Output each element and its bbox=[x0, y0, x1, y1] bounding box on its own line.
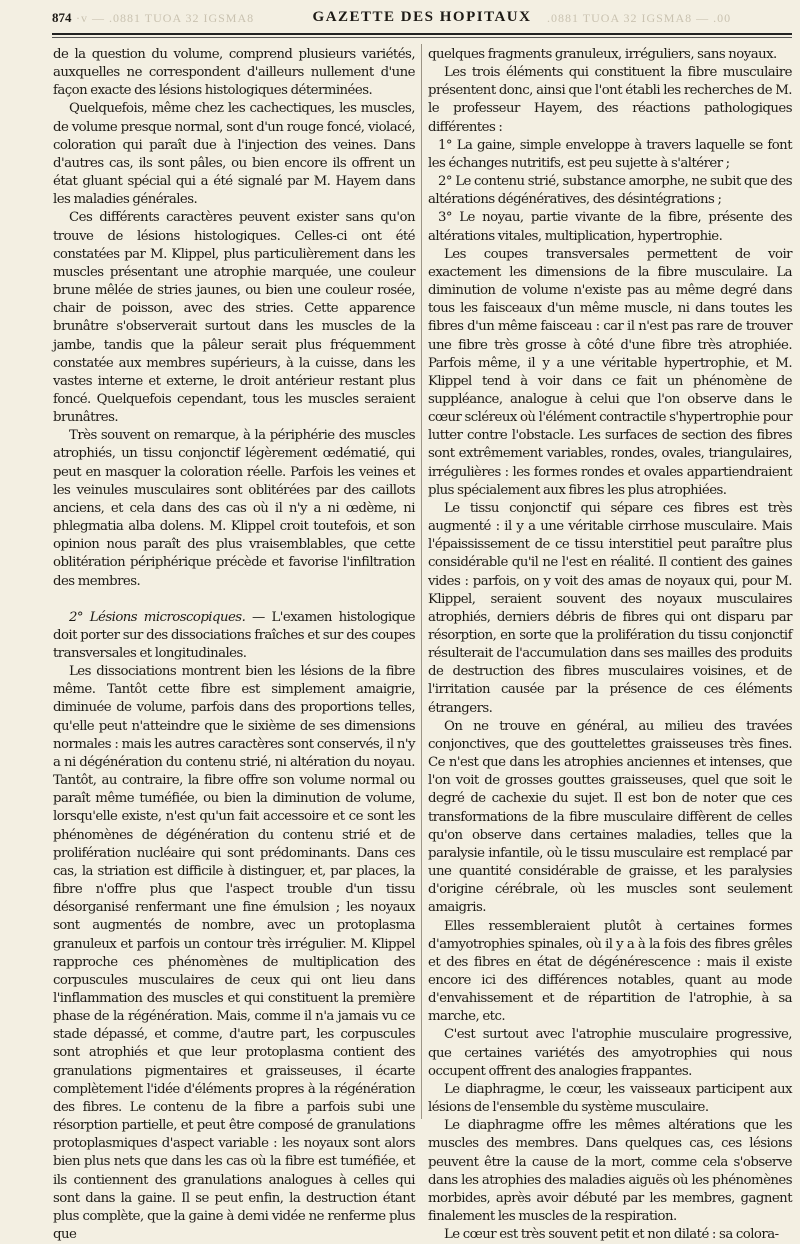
paragraph: quelques fragments granuleux, irréguliers, sans noyaux. bbox=[428, 47, 777, 62]
left-column bbox=[53, 46, 415, 1244]
bleed-through-text-right: .0881 TUOA 32 IGSMA8 — .00 bbox=[547, 11, 732, 25]
paragraph: Les coupes transversales permettent de voir exactement les dimensions de la fibre musculaire. La diminution de volume n'existe pas au même degré dans tous les faisceaux d'un même muscle, ni dans toutes les fibres d'un même faisceau : car il n'est pas rare de trouver une fibre très grosse à côté d'une fibre très atrophiée. Parfois même, il y a une véritable hypertrophie, et M. Klippel tend à voir dans ce fait un phénomène de suppléance, analogue à celui que l'on observe dans le cœur scléreux où l'élément contractile s'hypertrophie pour lutter contre l'obstacle. Les surfaces de section des fibres sont extrêmement variables, rondes, ovales, triangulaires, irrégulières : les formes rondes et ovales appartiendraient plus spécialement aux fibres les plus atrophiées. bbox=[428, 246, 792, 498]
section-heading-paragraph bbox=[53, 609, 415, 663]
journal-title: GAZETTE DES HOPITAUX bbox=[312, 9, 532, 25]
list-item: 2° Le contenu strié, substance amorphe, ne subit que des altérations dégénératives, des désintégrations ; bbox=[428, 174, 792, 208]
list-item: 3° Le noyau, partie vivante de la fibre, présente des altérations vitales, multiplication, hypertrophie. bbox=[428, 210, 792, 244]
paragraph: Quelquefois, même chez les cachectiques, les muscles, de volume presque normal, sont d'un rouge foncé, violacé, coloration qui paraît due à l'injection des veines. Dans d'autres cas, ils sont pâles, ou bien encore ils offrent un état gluant spécial qui a été signalé par M. Hayem dans les maladies générales. bbox=[53, 101, 415, 208]
section-heading-text: — L'examen histologique doit porter sur des dissociations fraîches et sur des coupes transversales et longitudinales. bbox=[53, 609, 415, 661]
section-heading: 2° Lésions microscopiques. bbox=[69, 609, 246, 625]
paragraph: Les dissociations montrent bien les lésions de la fibre même. Tantôt cette fibre est simplement amaigrie, diminuée de volume, parfois dans des proportions telles, qu'elle peut n'atteindre que le sixième de ses dimensions normales : mais les autres caractères sont conservés, il n'y a ni dégénération du contenu strié, ni altération du noyau. Tantôt, au contraire, la fibre offre son volume normal ou paraît même tuméfiée, ou bien la diminution de volume, lorsqu'elle existe, n'est qu'un fait accessoire et ce sont les phénomènes de dégénération du contenu strié et de prolifération nucléaire qui sont prédominants. Dans ces cas, la striation est difficile à distinguer, et, par places, la fibre n'offre plus que l'aspect trouble d'un tissu désorganisé renfermant une fine émulsion ; les noyaux sont augmentés de nombre, avec un protoplasma granuleux et parfois un contour très irrégulier. M. Klippel rapproche ces phénomènes de multiplication des corpuscules musculaires de ceux qui ont lieu dans l'inflammation des muscles et qui constituent la première phase de la régénération. Mais, comme il n'a jamais vu ce stade dépassé, et comme, d'autre part, les corpuscules sont atrophiés et que leur protoplasma contient des granulations pigmentaires et graisseuses, il écarte complètement l'idée d'éléments propres à la régénération des fibres. Le contenu de la fibre a parfois subi une résorption partielle, et peut être composé de granulations protoplasmiques d'aspect variable : les noyaux sont alors bien plus nets que dans les cas où la fibre est tuméfiée, et ils contiennent des granulations analogues à celles qui sont dans la gaine. Il se peut enfin, la destruction étant plus complète, que la gaine à demi vidée ne renferme plus que bbox=[53, 664, 415, 1242]
paragraph: C'est surtout avec l'atrophie musculaire progressive, que certaines variétés des amyotrophies qui nous occupent offrent des analogies frappantes. bbox=[428, 1027, 792, 1079]
column-divider bbox=[421, 44, 422, 1119]
paragraph: Le cœur est très souvent petit et non dilaté : sa colora- bbox=[444, 1227, 779, 1243]
page-number: 874 bbox=[52, 10, 72, 25]
paragraph: Les trois éléments qui constituent la fibre musculaire présentent donc, ainsi que l'ont établi les recherches de M. le professeur Hayem, des réactions pathologiques différentes : bbox=[428, 65, 792, 135]
paragraph: Ces différents caractères peuvent exister sans qu'on trouve de lésions histologiques. Celles-ci ont été constatées par M. Klippel, plus particulièrement dans les muscles présentant une atrophie marquée, une couleur brune mêlée de stries jaunes, ou bien une couleur rosée, chair de poisson, avec des stries. Cette apparence brunâtre s'observerait surtout dans les muscles de la jambe, tandis que la pâleur serait plus fréquemment constatée aux membres supérieurs, à la cuisse, dans les vastes interne et externe, le droit antérieur restant plus foncé. Quelquefois cependant, tous les muscles seraient brunâtres. bbox=[53, 210, 415, 426]
paragraph: Le diaphragme offre les mêmes altérations que les muscles des membres. Dans quelques cas, ces lésions peuvent être la cause de la mort, comme cela s'observe dans les atrophies des maladies aiguës où les phénomènes morbides, après avoir débuté par les membres, gagnent finalement les muscles de la respiration. bbox=[428, 1118, 792, 1224]
bleed-through-text-left: ·v — .0881 TUOA 32 IGSMA8 bbox=[76, 11, 255, 25]
header-rule-thin bbox=[52, 37, 792, 38]
paragraph: de la question du volume, comprend plusieurs variétés, auxquelles ne correspondent d'ailleurs nullement d'une façon exacte des lésions histologiques déterminées. bbox=[53, 47, 415, 99]
paragraph: On ne trouve en général, au milieu des travées conjonctives, que des gouttelettes graisseuses très fines. Ce n'est que dans les atrophies anciennes et intenses, que l'on voit de grosses gouttes graisseuses, quel que soit le degré de cachexie du sujet. Il est bon de noter que ces transformations de la fibre musculaire diffèrent de celles qu'on observe dans certaines maladies, telles que la paralysie infantile, où le tissu musculaire est remplacé par une quantité considérable de graisse, et les paralysies d'origine cérébrale, où les muscles sont seulement amaigris. bbox=[428, 718, 792, 916]
list-item: 1° La gaine, simple enveloppe à travers laquelle se font les échanges nutritifs, est peu sujette à s'altérer ; bbox=[428, 137, 792, 171]
paragraph: Très souvent on remarque, à la périphérie des muscles atrophiés, un tissu conjonctif légèrement œdématié, qui peut en masquer la coloration réelle. Parfois les veines et les veinules musculaires sont oblitérées par des caillots anciens, et cela dans des cas où il n'y a ni œdème, ni phlegmatia alba dolens. M. Klippel croit toutefois, et son opinion nous paraît des plus vraisemblables, que cette oblitération périphérique précède et favorise l'infiltration des membres. bbox=[53, 428, 415, 589]
paragraph: Le tissu conjonctif qui sépare ces fibres est très augmenté : il y a une véritable cirrhose musculaire. Mais l'épaississement de ce tissu interstitiel peut paraître plus considérable qu'il ne l'est en réalité. Il contient des gaines vides : parfois, on y voit des amas de noyaux qui, pour M. Klippel, seraient souvent des noyaux musculaires atrophiés, derniers débris de fibres qui ont disparu par résorption, en sorte que la prolifération du tissu conjonctif résulterait de l'accumulation dans ses mailles des produits de destruction des fibres musculaires voisines, et de l'irritation causée par la présence de ces éléments étrangers. bbox=[428, 500, 792, 716]
paragraph: Elles ressembleraient plutôt à certaines formes d'amyotrophies spinales, où il y a à la fois des fibres grêles et des fibres en état de dégénérescence : mais il existe encore ici des différences notables, quant au mode d'envahissement et de répartition de l'atrophie, à sa marche, etc. bbox=[428, 918, 792, 1025]
right-column bbox=[428, 46, 792, 1244]
header-rule-thick bbox=[52, 33, 792, 35]
paragraph: Le diaphragme, le cœur, les vaisseaux participent aux lésions de l'ensemble du système musculaire. bbox=[428, 1081, 792, 1116]
page-header bbox=[52, 8, 792, 30]
